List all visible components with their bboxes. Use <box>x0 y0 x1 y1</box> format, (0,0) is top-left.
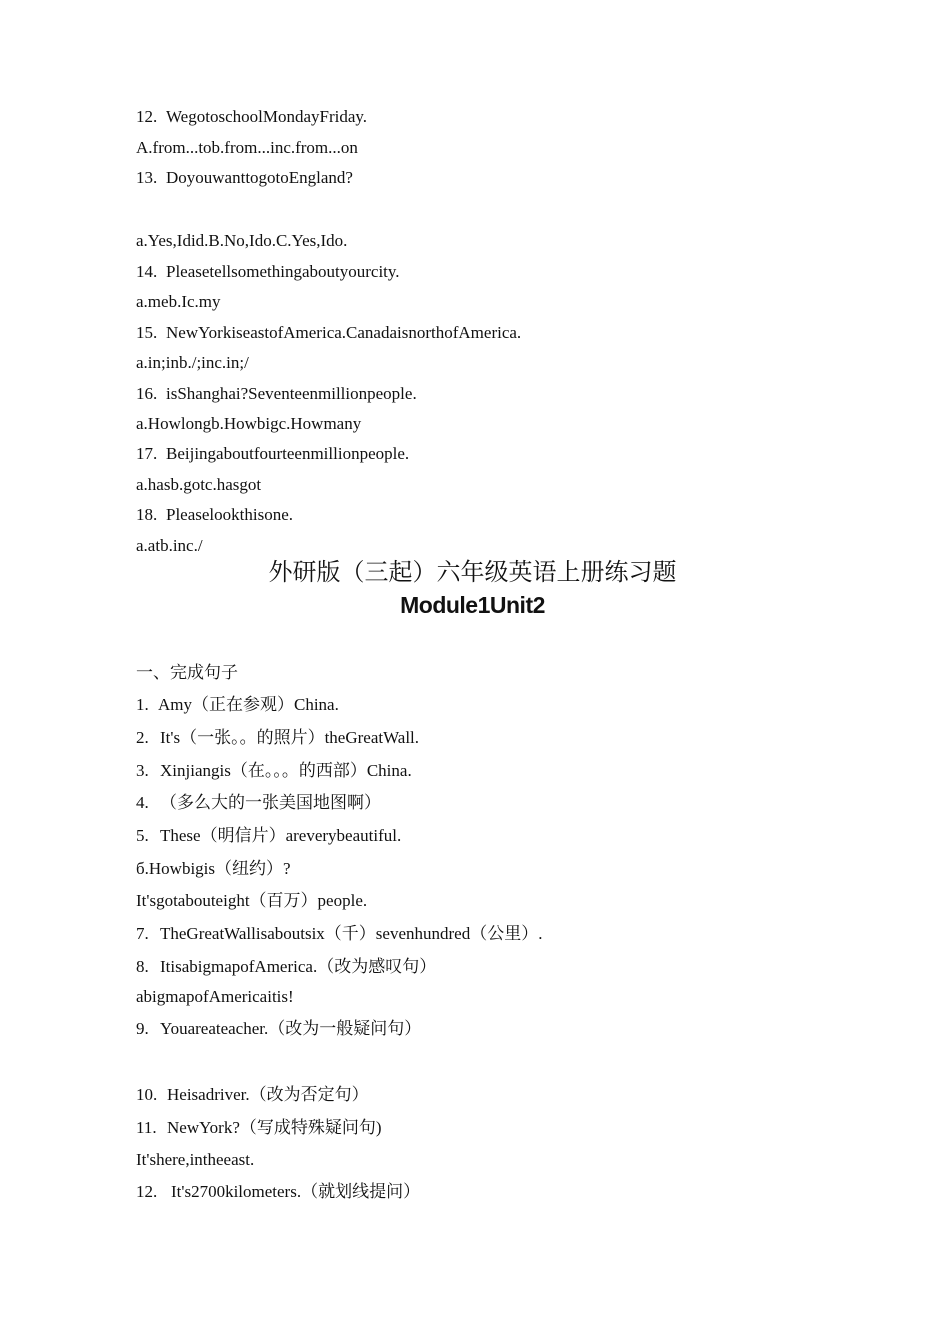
question-number: 13. <box>136 168 158 187</box>
document-title: 外研版（三起）六年级英语上册练习题 <box>268 558 677 586</box>
sentence-text: Heisadriver.（改为否定句） <box>167 1085 369 1104</box>
sentence-number: 8. <box>136 957 149 976</box>
question-16-options: a.Howlongb.Howbigc.Howmany <box>136 414 362 433</box>
question-13 <box>136 168 353 188</box>
sentence-2 <box>136 728 419 748</box>
sentence-5 <box>136 826 401 846</box>
sentence-6-answer: It'sgotabouteight（百万）people. <box>136 891 368 910</box>
sentence-6: б.Howbigis（纽约）? <box>136 859 291 878</box>
question-18 <box>136 505 293 525</box>
question-12-options: A.from...tob.from...inc.from...on <box>136 138 358 157</box>
sentence-text: Amy（正在参观）China. <box>158 695 339 714</box>
question-text: isShanghai?Seventeenmillionpeople. <box>166 384 417 403</box>
sentence-text: NewYork?（写成特殊疑问句) <box>167 1118 382 1137</box>
sentence-number: 5. <box>136 826 149 845</box>
sentence-number: 12. <box>136 1182 158 1201</box>
sentence-10 <box>136 1085 369 1105</box>
sentence-3 <box>136 761 412 781</box>
question-number: 17. <box>136 444 158 463</box>
question-16 <box>136 384 417 404</box>
sentence-8-answer: abigmapofAmericaitis! <box>136 987 294 1006</box>
sentence-8 <box>136 957 436 977</box>
sentence-12 <box>136 1182 420 1202</box>
sentence-number: 9. <box>136 1019 149 1038</box>
question-text: DoyouwanttogotoEngland? <box>166 168 353 187</box>
question-text: Pleaselookthisone. <box>166 505 294 524</box>
sentence-number: 11. <box>136 1118 157 1137</box>
question-17 <box>136 444 409 464</box>
question-text: Beijingaboutfourteenmillionpeople. <box>166 444 410 463</box>
sentence-text: TheGreatWallisaboutsix（千）sevenhundred（公里）. <box>160 924 543 943</box>
question-15-options: a.in;inb./;inc.in;/ <box>136 353 249 372</box>
sentence-text: （多么大的一张美国地图啊） <box>160 793 381 812</box>
sentence-number: 1. <box>136 695 149 714</box>
question-14-options: a.meb.Ic.my <box>136 292 221 311</box>
sentence-number: 2. <box>136 728 149 747</box>
question-18-options: a.atb.inc./ <box>136 536 203 555</box>
sentence-text: It's2700kilometers.（就划线提问） <box>171 1182 421 1201</box>
sentence-4 <box>136 793 381 813</box>
document-subtitle: Module1Unit2 <box>400 592 545 618</box>
question-number: 14. <box>136 262 158 281</box>
sentence-text: Youareateacher.（改为一般疑问句） <box>160 1019 422 1038</box>
sentence-number: 10. <box>136 1085 158 1104</box>
sentence-9 <box>136 1019 421 1039</box>
question-text: Pleasetellsomethingaboutyourcity. <box>166 262 400 281</box>
sentence-number: 7. <box>136 924 149 943</box>
sentence-number: 3. <box>136 761 149 780</box>
question-number: 16. <box>136 384 158 403</box>
sentence-text: These（明信片）areverybeautiful. <box>160 826 402 845</box>
sentence-text: ItisabigmapofAmerica.（改为感叹句） <box>160 957 437 976</box>
question-number: 12. <box>136 107 158 126</box>
sentence-text: Xinjiangis（在。。。的西部）China. <box>160 761 412 780</box>
sentence-number: 4. <box>136 793 149 812</box>
question-12 <box>136 107 367 127</box>
sentence-text: It's（一张。。的照片）theGreatWall. <box>160 728 420 747</box>
sentence-7 <box>136 924 542 944</box>
question-14 <box>136 262 400 282</box>
question-text: WegotoschoolMondayFriday. <box>166 107 368 126</box>
section-heading: 一、完成句子 <box>136 663 238 682</box>
question-17-options: a.hasb.gotc.hasgot <box>136 475 262 494</box>
question-15 <box>136 323 521 343</box>
question-number: 15. <box>136 323 158 342</box>
question-text: NewYorkiseastofAmerica.CanadaisnorthofAmerica. <box>166 323 522 342</box>
sentence-11 <box>136 1118 382 1138</box>
sentence-1 <box>136 695 339 715</box>
sentence-11-answer: It'shere,intheeast. <box>136 1150 255 1169</box>
question-number: 18. <box>136 505 158 524</box>
question-13-options: a.Yes,Idid.B.No,Ido.C.Yes,Ido. <box>136 231 348 250</box>
